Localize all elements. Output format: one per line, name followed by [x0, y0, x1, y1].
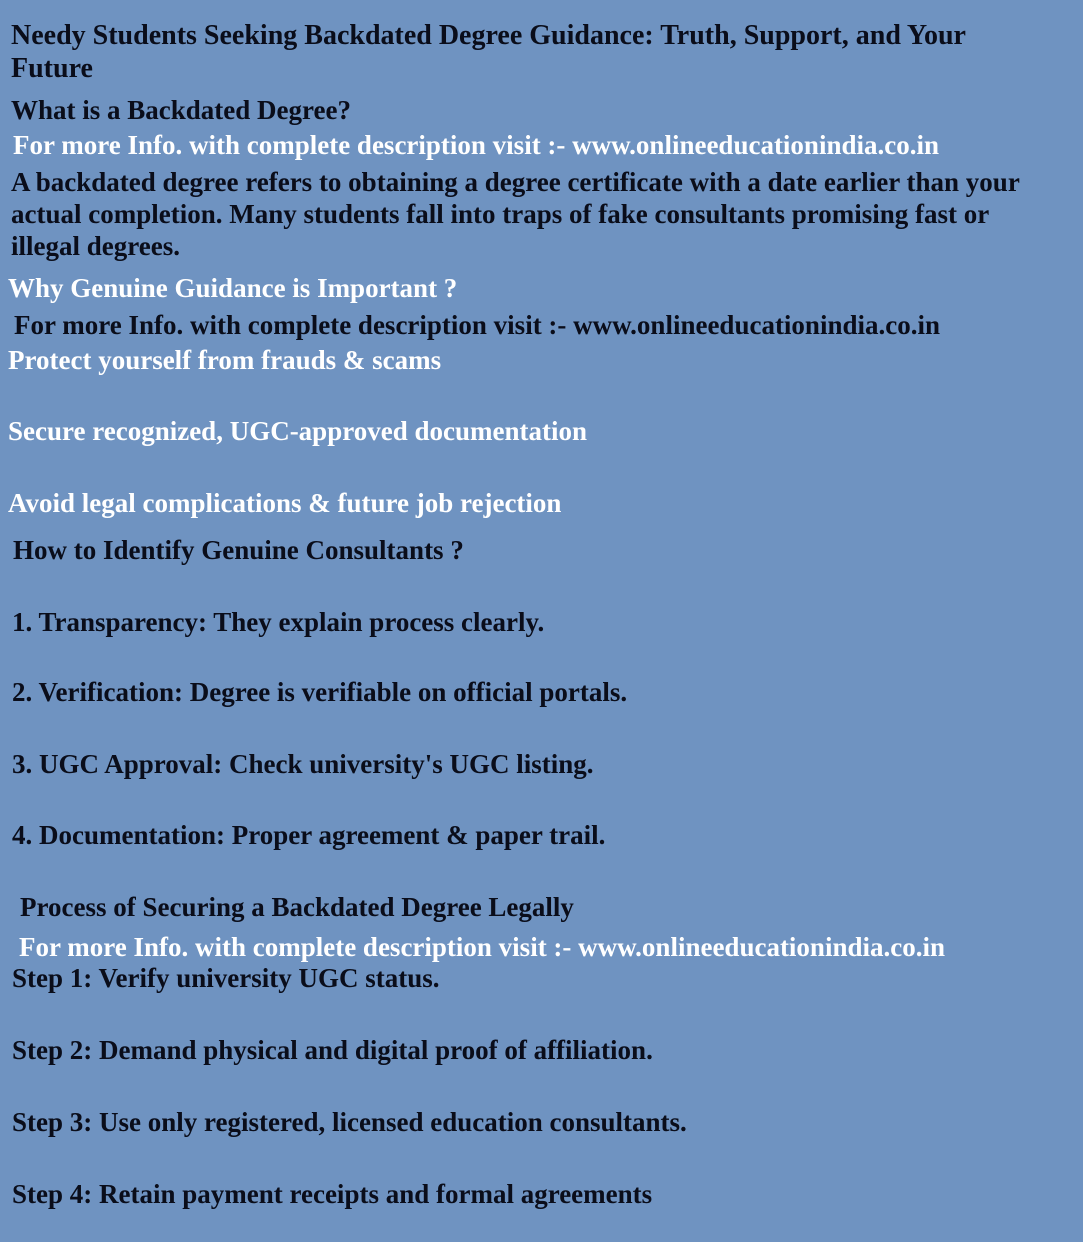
page-title: Needy Students Seeking Backdated Degree Guidance: Truth, Support, and Your Future [11, 20, 966, 84]
what-info-link[interactable]: For more Info. with complete description visit :- www.onlineeducationindia.co.in [13, 130, 939, 160]
process-step: Step 4: Retain payment receipts and formal agreements [12, 1179, 653, 1209]
process-heading: Process of Securing a Backdated Degree Legally [20, 892, 574, 922]
what-heading: What is a Backdated Degree? [11, 95, 351, 125]
why-point: Avoid legal complications & future job rejection [8, 488, 562, 518]
why-point: Protect yourself from frauds & scams [8, 345, 442, 375]
identify-item: 4. Documentation: Proper agreement & paper trail. [12, 820, 606, 850]
why-heading: Why Genuine Guidance is Important ? [8, 273, 458, 303]
process-step: Step 1: Verify university UGC status. [12, 963, 440, 993]
why-point: Secure recognized, UGC-approved documentation [8, 416, 587, 446]
process-step: Step 3: Use only registered, licensed education consultants. [12, 1107, 687, 1137]
identify-heading: How to Identify Genuine Consultants ? [13, 535, 464, 565]
why-info-link[interactable]: For more Info. with complete description visit :- www.onlineeducationindia.co.in [14, 310, 940, 340]
identify-item: 1. Transparency: They explain process clearly. [12, 607, 545, 637]
what-body: A backdated degree refers to obtaining a degree certificate with a date earlier than your actual completion. Many students fall into traps of fake consultants promising fast or illegal degrees. [11, 167, 1020, 261]
process-step: Step 2: Demand physical and digital proof of affiliation. [12, 1035, 653, 1065]
identify-item: 2. Verification: Degree is verifiable on official portals. [12, 677, 628, 707]
identify-item: 3. UGC Approval: Check university's UGC listing. [12, 749, 594, 779]
process-info-link[interactable]: For more Info. with complete description visit :- www.onlineeducationindia.co.in [19, 932, 945, 962]
